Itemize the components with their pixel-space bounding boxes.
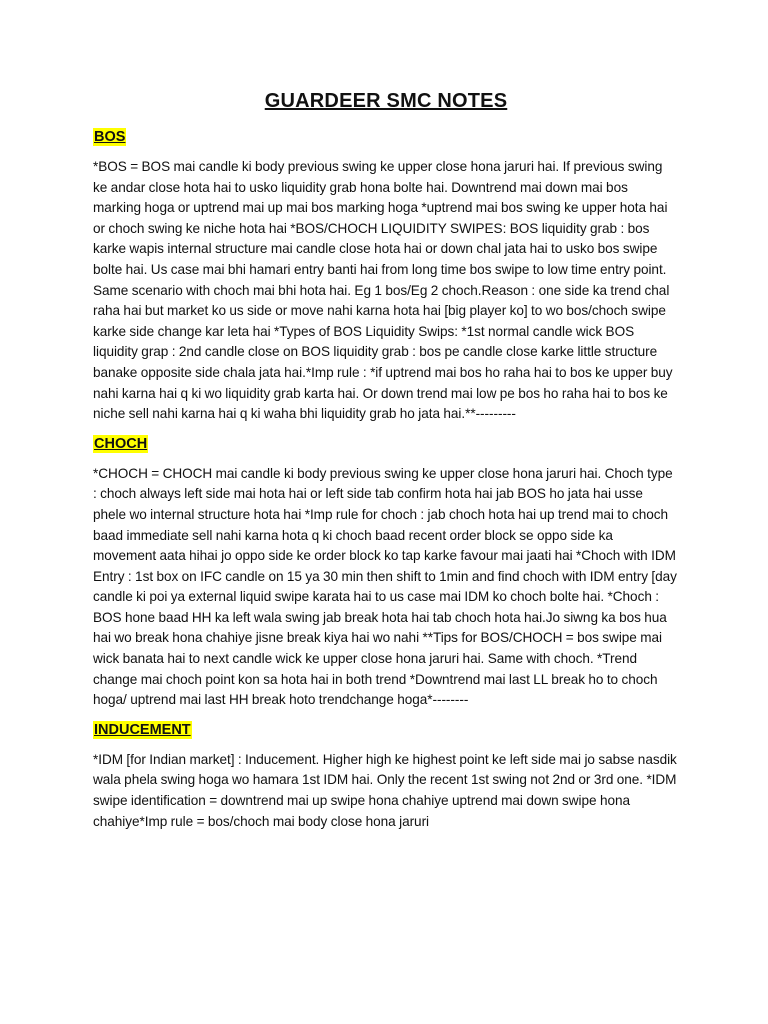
section-choch-heading-wrap: [93, 435, 679, 455]
section-choch-body: *CHOCH = CHOCH mai candle ki body previous swing ke upper close hona jaruri hai. Choch type : choch always left side mai hota hai or left side tab confirm hota hai jab BOS ho jata hai usse phele wo internal structure hota hai *Imp rule for choch : jab choch hota hai up trend mai to choch baad immediate sell nahi karna hota q ki choch baad recent order block se oppo side ka movement aata hihai jo oppo side ke order block ko tap karke favour mai jaati hai *Choch with IDM Entry : 1st box on IFC candle on 15 ya 30 min then shift to 1min and find choch with IDM entry [day candle ki poi ya external liquid swipe karata hai to us case mai IDM ko choch bolte hai. *Choch : BOS hone baad HH ka left wala swing jab break hota hai tab choch hota hai.Jo siwng ka bos hua hai wo break hona chahiye jisne break kiya hai wo nahi **Tips for BOS/CHOCH = bos swipe mai wick banata hai to next candle wick ke upper close hona jaruri hai. Same with choch. *Trend change mai choch point kon sa hota hai in both trend *Downtrend mai last LL break ho to choch hoga/ uptrend mai last HH break hoto trendchange hoga*--------: [93, 465, 677, 708]
section-heading-bos: BOS: [94, 129, 126, 145]
section-bos-heading-wrap: [93, 128, 679, 148]
section-bos-body: *BOS = BOS mai candle ki body previous swing ke upper close hona jaruri hai. If previous swing ke andar close hota hai to usko liquidity grab hona bolte hai. Downtrend mai down mai bos marking hoga or uptrend mai up mai bos marking hoga *uptrend mai bos swing ke upper hota hai or choch swing ke niche hota hai *BOS/CHOCH LIQUIDITY SWIPES: BOS liquidity grab : bos karke wapis internal structure mai candle close hota hai or down chal jata hai to usko bos swipe bolte hai. Us case mai bhi hamari entry banti hai from long time bos swipe to low time entry point. Same scenario with choch mai bhi hota hai. Eg 1 bos/Eg 2 choch.Reason : one side ka trend chal raha hai but market ko us side or move nahi karna hota hai [big player ko] to wo bos/choch swipe karke side change kar leta hai *Types of BOS Liquidity Swips: *1st normal candle wick BOS liquidity grap : 2nd candle close on BOS liquidity grab : bos pe candle close karke little structure banake opposite side chala jata hai.*Imp rule : *if uptrend mai bos ho raha hai to bos ke upper buy nahi karna hai q ki wo liquidity grab karta hai. Or down trend mai low pe bos ho raha hai to bos ke niche sell nahi karna hai q ki waha bhi liquidity grab ho jata hai.**---------: [93, 159, 673, 422]
section-inducement-heading-wrap: [93, 721, 679, 741]
section-heading-inducement: INDUCEMENT: [94, 721, 191, 738]
document-title: GUARDEER SMC NOTES: [264, 90, 508, 112]
section-inducement-body: *IDM [for Indian market] : Inducement. Higher high ke highest point ke left side mai jo sabse nasdik wala phela swing hoga wo hamara 1st IDM hai. Only the recent 1st swing not 2nd or 3rd one. *IDM swipe identification = downtrend mai up swipe hona chahiye uptrend mai down swipe hona chahiye*Imp rule = bos/choch mai body close hona jaruri: [93, 751, 677, 829]
document-page: [93, 88, 679, 842]
section-heading-choch: CHOCH: [94, 435, 148, 452]
